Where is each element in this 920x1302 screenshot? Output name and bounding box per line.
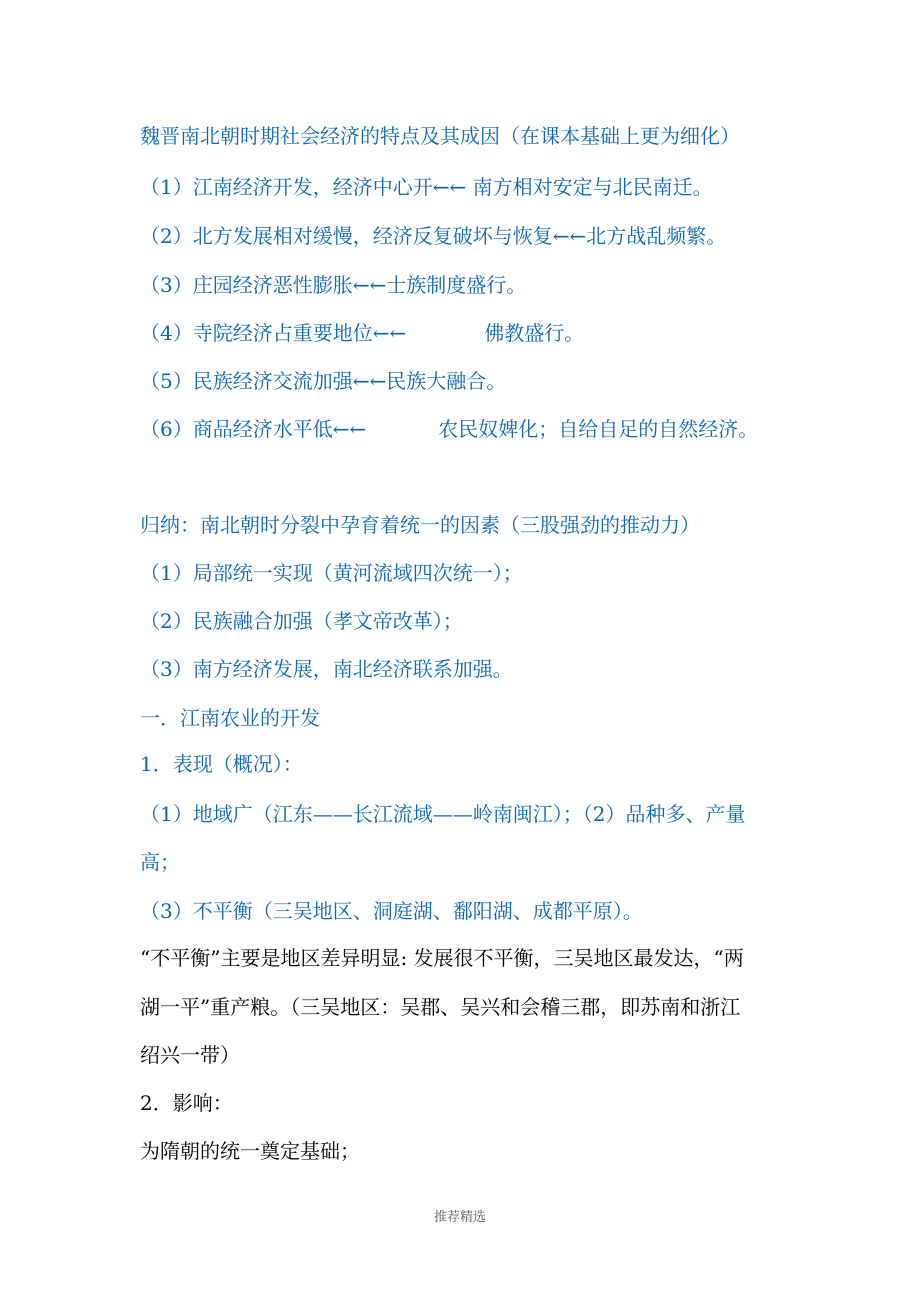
item-1-left: （1）江南经济开发，经济中心开←← [140, 175, 473, 199]
section3-p3-line2: 湖一平”重产粮。（三吴地区：吴郡、吴兴和会稽三郡，即苏南和浙江 [140, 995, 741, 1019]
section3-p2: （3）不平衡（三吴地区、洞庭湖、鄱阳湖、成都平原）。 [140, 899, 643, 923]
section1-title: 魏晋南北朝时期社会经济的特点及其成因（在课本基础上更为细化） [140, 124, 740, 148]
item-5-right: 民族大融合。 [386, 369, 507, 393]
section3-sub2: 2．影响： [140, 1091, 233, 1115]
item-3-right: 士族制度盛行。 [386, 273, 527, 297]
item-4-left: （4）寺院经济占重要地位←← [140, 321, 407, 345]
item-6-right: 农民奴婢化；自给自足的自然经济。 [438, 417, 759, 441]
section1-item-4 [140, 320, 790, 346]
item-3-left: （3）庄园经济恶性膨胀←← [140, 273, 387, 297]
section2-item-2: （2）民族融合加强（孝文帝改革）； [140, 609, 463, 633]
item-2-right: 北方战乱频繁。 [586, 224, 727, 248]
section2-item-3: （3）南方经济发展，南北经济联系加强。 [140, 657, 513, 681]
section3-p1-line1: （1）地域广（江东——长江流域——岭南闽江）；（2）品种多、产量 [140, 802, 746, 826]
section1-item-1 [140, 174, 790, 200]
section3-p3-line3: 绍兴一带） [140, 1043, 240, 1067]
section1-item-2 [140, 223, 790, 249]
section3-p4: 为隋朝的统一奠定基础； [140, 1139, 360, 1163]
page-footer: 推荐精选 [433, 1210, 486, 1225]
item-2-left: （2）北方发展相对缓慢，经济反复破坏与恢复←← [140, 224, 587, 248]
section3-p1-line2: 高； [140, 850, 180, 874]
item-1-right: 南方相对安定与北民南迁。 [472, 175, 713, 199]
section1-item-5 [140, 368, 790, 394]
section2-item-1: （1）局部统一实现（黄河流域四次统一）； [140, 561, 523, 585]
section1-item-6 [140, 416, 790, 442]
item-5-left: （5）民族经济交流加强←← [140, 369, 387, 393]
item-6-left: （6）商品经济水平低←← [140, 417, 367, 441]
section3-sub1: 1．表现（概况）： [140, 752, 303, 776]
section2-title: 归纳：南北朝时分裂中孕育着统一的因素（三股强劲的推动力） [140, 513, 700, 537]
section3-heading: 一．江南农业的开发 [140, 706, 320, 730]
item-4-right: 佛教盛行。 [484, 321, 585, 345]
section1-item-3 [140, 272, 790, 298]
section3-p3-line1: “不平衡”主要是地区差异明显: 发展很不平衡，三吴地区最发达，“两 [140, 946, 744, 970]
